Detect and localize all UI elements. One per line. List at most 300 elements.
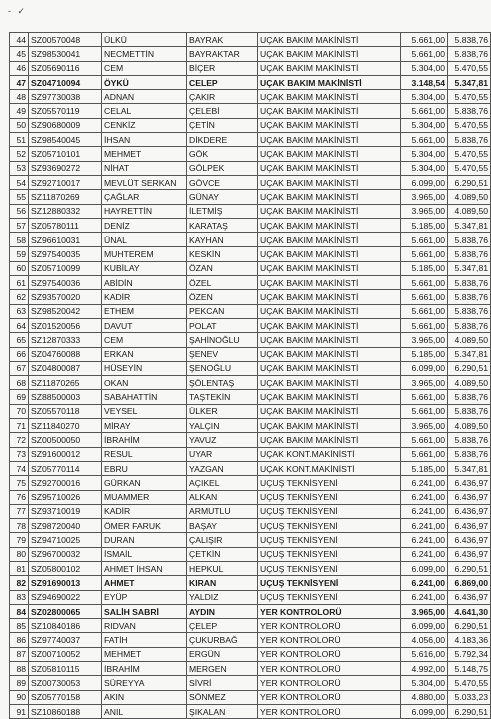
job-title-cell: UÇAK BAKIM MAKİNİSTİ xyxy=(258,318,401,332)
employee-id-cell: SZ92700016 xyxy=(29,476,102,490)
row-number-cell: 51 xyxy=(10,133,29,147)
job-title-cell: UÇAK BAKIM MAKİNİSTİ xyxy=(258,47,401,61)
value-new-cell: 6.436,97 xyxy=(448,490,491,504)
employee-id-cell: SZ97740037 xyxy=(29,633,102,647)
first-name-cell: ERKAN xyxy=(102,347,187,361)
row-number-cell: 76 xyxy=(10,490,29,504)
row-number-cell: 44 xyxy=(10,33,29,47)
first-name-cell: ÜLKÜ xyxy=(102,33,187,47)
first-name-cell: MEHMET xyxy=(102,147,187,161)
first-name-cell: VEYSEL xyxy=(102,404,187,418)
table-row xyxy=(10,75,491,89)
row-number-cell: 57 xyxy=(10,218,29,232)
job-title-cell: UÇAK BAKIM MAKİNİSTİ xyxy=(258,75,401,89)
first-name-cell: ÇAĞLAR xyxy=(102,190,187,204)
last-name-cell: YALÇIN xyxy=(187,419,258,433)
job-title-cell: UÇAK BAKIM MAKİNİSTİ xyxy=(258,404,401,418)
first-name-cell: ADNAN xyxy=(102,90,187,104)
row-number-cell: 86 xyxy=(10,633,29,647)
job-title-cell: UÇUŞ TEKNİSYENİ xyxy=(258,504,401,518)
job-title-cell: YER KONTROLORÜ xyxy=(258,676,401,690)
value-old-cell: 6.099,00 xyxy=(401,704,448,718)
last-name-cell: GÖLPEK xyxy=(187,161,258,175)
value-old-cell: 3.965,00 xyxy=(401,204,448,218)
value-old-cell: 5.304,00 xyxy=(401,676,448,690)
value-old-cell: 5.661,00 xyxy=(401,276,448,290)
personnel-table xyxy=(9,32,491,719)
value-old-cell: 5.304,00 xyxy=(401,161,448,175)
employee-id-cell: SZ11840270 xyxy=(29,419,102,433)
table-row xyxy=(10,376,491,390)
employee-id-cell: SZ00730053 xyxy=(29,676,102,690)
value-old-cell: 6.241,00 xyxy=(401,476,448,490)
table-row xyxy=(10,47,491,61)
last-name-cell: YAZGAN xyxy=(187,461,258,475)
last-name-cell: BİÇER xyxy=(187,61,258,75)
table-row xyxy=(10,61,491,75)
value-old-cell: 5.661,00 xyxy=(401,33,448,47)
first-name-cell: MUAMMER xyxy=(102,490,187,504)
employee-id-cell: SZ92710017 xyxy=(29,175,102,189)
last-name-cell: TAŞTEKİN xyxy=(187,390,258,404)
table-row xyxy=(10,233,491,247)
job-title-cell: UÇAK BAKIM MAKİNİSTİ xyxy=(258,304,401,318)
first-name-cell: NECMETTİN xyxy=(102,47,187,61)
value-new-cell: 6.290,51 xyxy=(448,175,491,189)
value-new-cell: 5.838,76 xyxy=(448,233,491,247)
first-name-cell: DAVUT xyxy=(102,318,187,332)
last-name-cell: ŞÖLENTAŞ xyxy=(187,376,258,390)
row-number-cell: 70 xyxy=(10,404,29,418)
table-row xyxy=(10,190,491,204)
last-name-cell: AÇIKEL xyxy=(187,476,258,490)
last-name-cell: AYDIN xyxy=(187,604,258,618)
first-name-cell: İHSAN xyxy=(102,133,187,147)
table-row xyxy=(10,276,491,290)
row-number-cell: 87 xyxy=(10,647,29,661)
last-name-cell: ÜLKER xyxy=(187,404,258,418)
job-title-cell: UÇAK BAKIM MAKİNİSTİ xyxy=(258,376,401,390)
value-new-cell: 4.089,50 xyxy=(448,376,491,390)
first-name-cell: KUBİLAY xyxy=(102,261,187,275)
value-old-cell: 6.099,00 xyxy=(401,361,448,375)
value-new-cell: 5.347,81 xyxy=(448,347,491,361)
value-old-cell: 5.661,00 xyxy=(401,304,448,318)
job-title-cell: YER KONTROLORÜ xyxy=(258,633,401,647)
last-name-cell: BAYRAKTAR xyxy=(187,47,258,61)
table-row xyxy=(10,476,491,490)
value-old-cell: 5.661,00 xyxy=(401,233,448,247)
employee-id-cell: SZ98530041 xyxy=(29,47,102,61)
employee-id-cell: SZ05770158 xyxy=(29,690,102,704)
table-row xyxy=(10,690,491,704)
first-name-cell: SÜREYYA xyxy=(102,676,187,690)
last-name-cell: SİVRİ xyxy=(187,676,258,690)
value-old-cell: 3.148,54 xyxy=(401,75,448,89)
value-old-cell: 5.661,00 xyxy=(401,404,448,418)
employee-id-cell: SZ97730038 xyxy=(29,90,102,104)
row-number-cell: 73 xyxy=(10,447,29,461)
job-title-cell: UÇAK BAKIM MAKİNİSTİ xyxy=(258,290,401,304)
employee-id-cell: SZ11870265 xyxy=(29,376,102,390)
first-name-cell: ABİDİN xyxy=(102,276,187,290)
job-title-cell: UÇAK BAKIM MAKİNİSTİ xyxy=(258,390,401,404)
last-name-cell: SÖNMEZ xyxy=(187,690,258,704)
first-name-cell: EBRU xyxy=(102,461,187,475)
value-new-cell: 5.838,76 xyxy=(448,304,491,318)
value-new-cell: 5.838,76 xyxy=(448,276,491,290)
last-name-cell: BAYRAK xyxy=(187,33,258,47)
value-new-cell: 4.641,30 xyxy=(448,604,491,618)
row-number-cell: 75 xyxy=(10,476,29,490)
first-name-cell: NİHAT xyxy=(102,161,187,175)
employee-id-cell: SZ02800065 xyxy=(29,604,102,618)
job-title-cell: UÇUŞ TEKNİSYENİ xyxy=(258,561,401,575)
job-title-cell: UÇAK BAKIM MAKİNİSTİ xyxy=(258,118,401,132)
row-number-cell: 45 xyxy=(10,47,29,61)
row-number-cell: 69 xyxy=(10,390,29,404)
value-old-cell: 5.661,00 xyxy=(401,247,448,261)
value-new-cell: 6.436,97 xyxy=(448,519,491,533)
last-name-cell: ALKAN xyxy=(187,490,258,504)
value-new-cell: 4.089,50 xyxy=(448,419,491,433)
value-old-cell: 6.241,00 xyxy=(401,533,448,547)
first-name-cell: MEVLÜT SERKAN xyxy=(102,175,187,189)
job-title-cell: UÇAK BAKIM MAKİNİSTİ xyxy=(258,147,401,161)
value-new-cell: 5.033,23 xyxy=(448,690,491,704)
row-number-cell: 56 xyxy=(10,204,29,218)
table-row xyxy=(10,419,491,433)
value-old-cell: 3.965,00 xyxy=(401,604,448,618)
value-old-cell: 5.304,00 xyxy=(401,90,448,104)
job-title-cell: UÇAK BAKIM MAKİNİSTİ xyxy=(258,347,401,361)
value-old-cell: 3.965,00 xyxy=(401,376,448,390)
last-name-cell: GÖK xyxy=(187,147,258,161)
table-row xyxy=(10,676,491,690)
job-title-cell: UÇAK BAKIM MAKİNİSTİ xyxy=(258,419,401,433)
table-row xyxy=(10,147,491,161)
table-row xyxy=(10,404,491,418)
job-title-cell: YER KONTROLORÜ xyxy=(258,647,401,661)
employee-id-cell: SZ00500050 xyxy=(29,433,102,447)
row-number-cell: 91 xyxy=(10,704,29,718)
table-row xyxy=(10,619,491,633)
job-title-cell: UÇAK BAKIM MAKİNİSTİ xyxy=(258,233,401,247)
employee-id-cell: SZ95710026 xyxy=(29,490,102,504)
employee-id-cell: SZ90680009 xyxy=(29,118,102,132)
value-old-cell: 4.880,00 xyxy=(401,690,448,704)
last-name-cell: ŞENEV xyxy=(187,347,258,361)
table-row xyxy=(10,704,491,718)
table-row xyxy=(10,490,491,504)
row-number-cell: 53 xyxy=(10,161,29,175)
employee-id-cell: SZ00710052 xyxy=(29,647,102,661)
job-title-cell: UÇAK BAKIM MAKİNİSTİ xyxy=(258,247,401,261)
row-number-cell: 49 xyxy=(10,104,29,118)
last-name-cell: ARMUTLU xyxy=(187,504,258,518)
value-old-cell: 6.241,00 xyxy=(401,576,448,590)
value-old-cell: 5.304,00 xyxy=(401,61,448,75)
table-row xyxy=(10,90,491,104)
first-name-cell: KADİR xyxy=(102,504,187,518)
job-title-cell: UÇUŞ TEKNİSYENİ xyxy=(258,533,401,547)
value-old-cell: 5.661,00 xyxy=(401,133,448,147)
value-old-cell: 5.661,00 xyxy=(401,447,448,461)
job-title-cell: UÇAK BAKIM MAKİNİSTİ xyxy=(258,218,401,232)
employee-id-cell: SZ98720040 xyxy=(29,519,102,533)
table-row xyxy=(10,519,491,533)
first-name-cell: HAYRETTİN xyxy=(102,204,187,218)
row-number-cell: 58 xyxy=(10,233,29,247)
job-title-cell: UÇAK KONT.MAKİNİSTİ xyxy=(258,461,401,475)
value-new-cell: 5.838,76 xyxy=(448,247,491,261)
row-number-cell: 81 xyxy=(10,561,29,575)
value-new-cell: 6.436,97 xyxy=(448,504,491,518)
value-new-cell: 6.869,00 xyxy=(448,576,491,590)
table-row xyxy=(10,161,491,175)
table-row xyxy=(10,118,491,132)
employee-id-cell: SZ05690116 xyxy=(29,61,102,75)
employee-id-cell: SZ94690022 xyxy=(29,590,102,604)
table-row xyxy=(10,104,491,118)
row-number-cell: 66 xyxy=(10,347,29,361)
value-new-cell: 6.436,97 xyxy=(448,533,491,547)
row-number-cell: 78 xyxy=(10,519,29,533)
employee-id-cell: SZ93570020 xyxy=(29,290,102,304)
last-name-cell: ÇUKURBAĞ xyxy=(187,633,258,647)
last-name-cell: HEPKUL xyxy=(187,561,258,575)
value-old-cell: 3.965,00 xyxy=(401,419,448,433)
first-name-cell: İSMAİL xyxy=(102,547,187,561)
last-name-cell: GÜNAY xyxy=(187,190,258,204)
value-new-cell: 6.436,97 xyxy=(448,547,491,561)
value-new-cell: 5.838,76 xyxy=(448,404,491,418)
row-number-cell: 52 xyxy=(10,147,29,161)
row-number-cell: 63 xyxy=(10,304,29,318)
value-new-cell: 5.470,55 xyxy=(448,161,491,175)
row-number-cell: 46 xyxy=(10,61,29,75)
last-name-cell: KARATAŞ xyxy=(187,218,258,232)
value-new-cell: 5.470,55 xyxy=(448,118,491,132)
job-title-cell: UÇUŞ TEKNİSYENİ xyxy=(258,490,401,504)
employee-id-cell: SZ05770114 xyxy=(29,461,102,475)
value-old-cell: 3.965,00 xyxy=(401,333,448,347)
table-row xyxy=(10,447,491,461)
job-title-cell: UÇUŞ TEKNİSYENİ xyxy=(258,590,401,604)
table-row xyxy=(10,175,491,189)
last-name-cell: ERGÜN xyxy=(187,647,258,661)
value-old-cell: 6.241,00 xyxy=(401,490,448,504)
employee-id-cell: SZ97540036 xyxy=(29,276,102,290)
value-old-cell: 6.099,00 xyxy=(401,619,448,633)
job-title-cell: UÇAK BAKIM MAKİNİSTİ xyxy=(258,276,401,290)
table-row xyxy=(10,218,491,232)
employee-id-cell: SZ04760088 xyxy=(29,347,102,361)
table-row xyxy=(10,33,491,47)
row-number-cell: 88 xyxy=(10,662,29,676)
employee-id-cell: SZ93710019 xyxy=(29,504,102,518)
value-new-cell: 5.792,34 xyxy=(448,647,491,661)
table-row xyxy=(10,590,491,604)
employee-id-cell: SZ97540035 xyxy=(29,247,102,261)
employee-id-cell: SZ05570119 xyxy=(29,104,102,118)
value-new-cell: 5.470,55 xyxy=(448,147,491,161)
first-name-cell: ÖMER FARUK xyxy=(102,519,187,533)
row-number-cell: 59 xyxy=(10,247,29,261)
first-name-cell: ÖYKÜ xyxy=(102,75,187,89)
value-new-cell: 5.470,55 xyxy=(448,61,491,75)
employee-id-cell: SZ05780111 xyxy=(29,218,102,232)
last-name-cell: ŞAHİNOĞLU xyxy=(187,333,258,347)
employee-id-cell: SZ04710094 xyxy=(29,75,102,89)
row-number-cell: 55 xyxy=(10,190,29,204)
value-new-cell: 5.838,76 xyxy=(448,290,491,304)
first-name-cell: ÜNAL xyxy=(102,233,187,247)
last-name-cell: ÇELEBİ xyxy=(187,104,258,118)
value-old-cell: 5.304,00 xyxy=(401,147,448,161)
last-name-cell: ŞENOĞLU xyxy=(187,361,258,375)
row-number-cell: 65 xyxy=(10,333,29,347)
value-new-cell: 6.290,51 xyxy=(448,361,491,375)
job-title-cell: UÇAK BAKIM MAKİNİSTİ xyxy=(258,33,401,47)
last-name-cell: ÖZEN xyxy=(187,290,258,304)
employee-id-cell: SZ96700032 xyxy=(29,547,102,561)
value-new-cell: 5.838,76 xyxy=(448,433,491,447)
value-old-cell: 5.616,00 xyxy=(401,647,448,661)
employee-id-cell: SZ93690272 xyxy=(29,161,102,175)
table-row xyxy=(10,662,491,676)
value-new-cell: 5.838,76 xyxy=(448,447,491,461)
row-number-cell: 67 xyxy=(10,361,29,375)
row-number-cell: 61 xyxy=(10,276,29,290)
job-title-cell: UÇUŞ TEKNİSYENİ xyxy=(258,547,401,561)
job-title-cell: UÇUŞ TEKNİSYENİ xyxy=(258,476,401,490)
row-number-cell: 64 xyxy=(10,318,29,332)
employee-id-cell: SZ10860188 xyxy=(29,704,102,718)
job-title-cell: UÇAK BAKIM MAKİNİSTİ xyxy=(258,190,401,204)
employee-id-cell: SZ10840186 xyxy=(29,619,102,633)
value-new-cell: 5.838,76 xyxy=(448,47,491,61)
job-title-cell: UÇUŞ TEKNİSYENİ xyxy=(258,519,401,533)
job-title-cell: UÇAK BAKIM MAKİNİSTİ xyxy=(258,104,401,118)
employee-id-cell: SZ00570048 xyxy=(29,33,102,47)
last-name-cell: ÇETİN xyxy=(187,118,258,132)
row-number-cell: 89 xyxy=(10,676,29,690)
job-title-cell: UÇAK BAKIM MAKİNİSTİ xyxy=(258,133,401,147)
employee-id-cell: SZ94710025 xyxy=(29,533,102,547)
table-row xyxy=(10,247,491,261)
last-name-cell: İLETMİŞ xyxy=(187,204,258,218)
value-new-cell: 6.290,51 xyxy=(448,704,491,718)
row-number-cell: 62 xyxy=(10,290,29,304)
table-row xyxy=(10,347,491,361)
table-row xyxy=(10,261,491,275)
first-name-cell: SALİH SABRİ xyxy=(102,604,187,618)
table-row xyxy=(10,133,491,147)
last-name-cell: KESKİN xyxy=(187,247,258,261)
employee-id-cell: SZ12870333 xyxy=(29,333,102,347)
value-old-cell: 4.992,00 xyxy=(401,662,448,676)
value-new-cell: 5.838,76 xyxy=(448,390,491,404)
first-name-cell: OKAN xyxy=(102,376,187,390)
value-new-cell: 5.347,81 xyxy=(448,218,491,232)
table-row xyxy=(10,561,491,575)
employee-id-cell: SZ11870269 xyxy=(29,190,102,204)
row-number-cell: 72 xyxy=(10,433,29,447)
first-name-cell: SABAHATTİN xyxy=(102,390,187,404)
value-old-cell: 5.661,00 xyxy=(401,104,448,118)
value-old-cell: 5.661,00 xyxy=(401,433,448,447)
employee-id-cell: SZ05570118 xyxy=(29,404,102,418)
last-name-cell: POLAT xyxy=(187,318,258,332)
value-new-cell: 4.183,36 xyxy=(448,633,491,647)
row-number-cell: 85 xyxy=(10,619,29,633)
last-name-cell: YALDIZ xyxy=(187,590,258,604)
table-row xyxy=(10,461,491,475)
value-old-cell: 5.661,00 xyxy=(401,47,448,61)
value-old-cell: 5.185,00 xyxy=(401,218,448,232)
first-name-cell: İBRAHİM xyxy=(102,433,187,447)
value-new-cell: 6.436,97 xyxy=(448,590,491,604)
first-name-cell: CEM xyxy=(102,61,187,75)
first-name-cell: FATİH xyxy=(102,633,187,647)
first-name-cell: MUHTEREM xyxy=(102,247,187,261)
value-new-cell: 6.290,51 xyxy=(448,619,491,633)
value-old-cell: 5.185,00 xyxy=(401,461,448,475)
value-new-cell: 5.838,76 xyxy=(448,318,491,332)
row-number-cell: 77 xyxy=(10,504,29,518)
job-title-cell: UÇUŞ TEKNİSYENİ xyxy=(258,576,401,590)
table-row xyxy=(10,604,491,618)
first-name-cell: AKIN xyxy=(102,690,187,704)
value-new-cell: 5.347,81 xyxy=(448,261,491,275)
table-row xyxy=(10,361,491,375)
value-old-cell: 3.965,00 xyxy=(401,190,448,204)
last-name-cell: PEKCAN xyxy=(187,304,258,318)
last-name-cell: BAŞAY xyxy=(187,519,258,533)
value-new-cell: 5.347,81 xyxy=(448,461,491,475)
value-old-cell: 6.241,00 xyxy=(401,504,448,518)
row-number-cell: 74 xyxy=(10,461,29,475)
job-title-cell: UÇAK BAKIM MAKİNİSTİ xyxy=(258,61,401,75)
table-row xyxy=(10,576,491,590)
table-row xyxy=(10,533,491,547)
value-new-cell: 4.089,50 xyxy=(448,333,491,347)
first-name-cell: AHMET xyxy=(102,576,187,590)
job-title-cell: UÇAK BAKIM MAKİNİSTİ xyxy=(258,333,401,347)
table-row xyxy=(10,433,491,447)
value-old-cell: 5.185,00 xyxy=(401,261,448,275)
job-title-cell: UÇAK BAKIM MAKİNİSTİ xyxy=(258,161,401,175)
row-number-cell: 47 xyxy=(10,75,29,89)
employee-id-cell: SZ98540045 xyxy=(29,133,102,147)
first-name-cell: HÜSEYİN xyxy=(102,361,187,375)
first-name-cell: DENİZ xyxy=(102,218,187,232)
value-old-cell: 6.241,00 xyxy=(401,547,448,561)
row-number-cell: 79 xyxy=(10,533,29,547)
job-title-cell: YER KONTROLORÜ xyxy=(258,690,401,704)
value-old-cell: 5.661,00 xyxy=(401,390,448,404)
table-row xyxy=(10,333,491,347)
first-name-cell: İBRAHİM xyxy=(102,662,187,676)
row-number-cell: 71 xyxy=(10,419,29,433)
last-name-cell: ŞIKALAN xyxy=(187,704,258,718)
first-name-cell: CENKİZ xyxy=(102,118,187,132)
value-new-cell: 4.089,50 xyxy=(448,190,491,204)
job-title-cell: YER KONTROLORÜ xyxy=(258,604,401,618)
employee-id-cell: SZ05710099 xyxy=(29,261,102,275)
last-name-cell: KIRAN xyxy=(187,576,258,590)
